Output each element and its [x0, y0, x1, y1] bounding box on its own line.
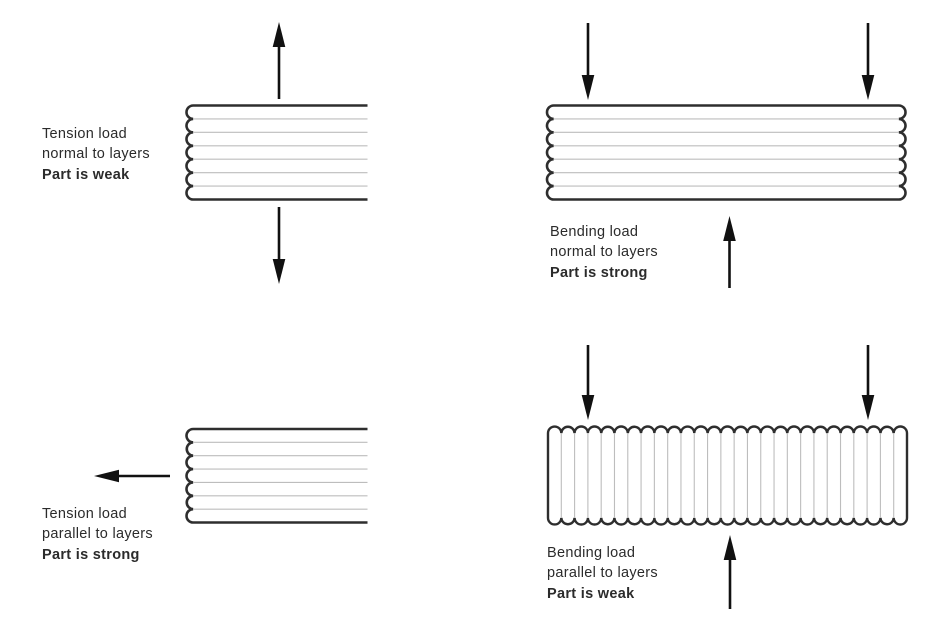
arrow-down-right-bending-normal-head: [862, 75, 875, 100]
label-tension-parallel: [42, 505, 153, 566]
label-line: Bending load: [547, 545, 636, 561]
label-line: normal to layers: [42, 145, 150, 162]
arrow-down-left-bending-normal-head: [582, 75, 595, 100]
arrow-left-tension-parallel-head: [94, 470, 119, 483]
label-tension-normal: [42, 125, 150, 186]
arrow-up-bending-normal-head: [723, 216, 736, 241]
label-emphasis: Part is strong: [550, 265, 648, 281]
block-bending-normal: [547, 106, 906, 200]
block-tension-parallel: [186, 429, 367, 523]
arrow-up-bending-parallel-head: [724, 535, 737, 560]
arrow-down-left-bending-parallel-head: [582, 395, 595, 420]
block-bending-parallel: [548, 426, 907, 524]
arrow-up-tension-normal-head: [273, 22, 286, 47]
label-line: Tension load: [42, 126, 128, 142]
arrow-down-right-bending-parallel-head: [862, 395, 875, 420]
label-line: parallel to layers: [42, 525, 153, 542]
block-tension-normal: [186, 106, 367, 200]
label-emphasis: Part is strong: [42, 547, 140, 563]
label-emphasis: Part is weak: [42, 167, 130, 183]
label-emphasis: Part is weak: [547, 586, 635, 602]
arrow-down-tension-normal-head: [273, 259, 286, 284]
label-line: parallel to layers: [547, 564, 658, 581]
label-line: Bending load: [550, 224, 639, 240]
label-bending-parallel: [547, 544, 658, 605]
label-line: normal to layers: [550, 243, 658, 260]
label-bending-normal: [550, 223, 658, 284]
label-line: Tension load: [42, 506, 128, 522]
